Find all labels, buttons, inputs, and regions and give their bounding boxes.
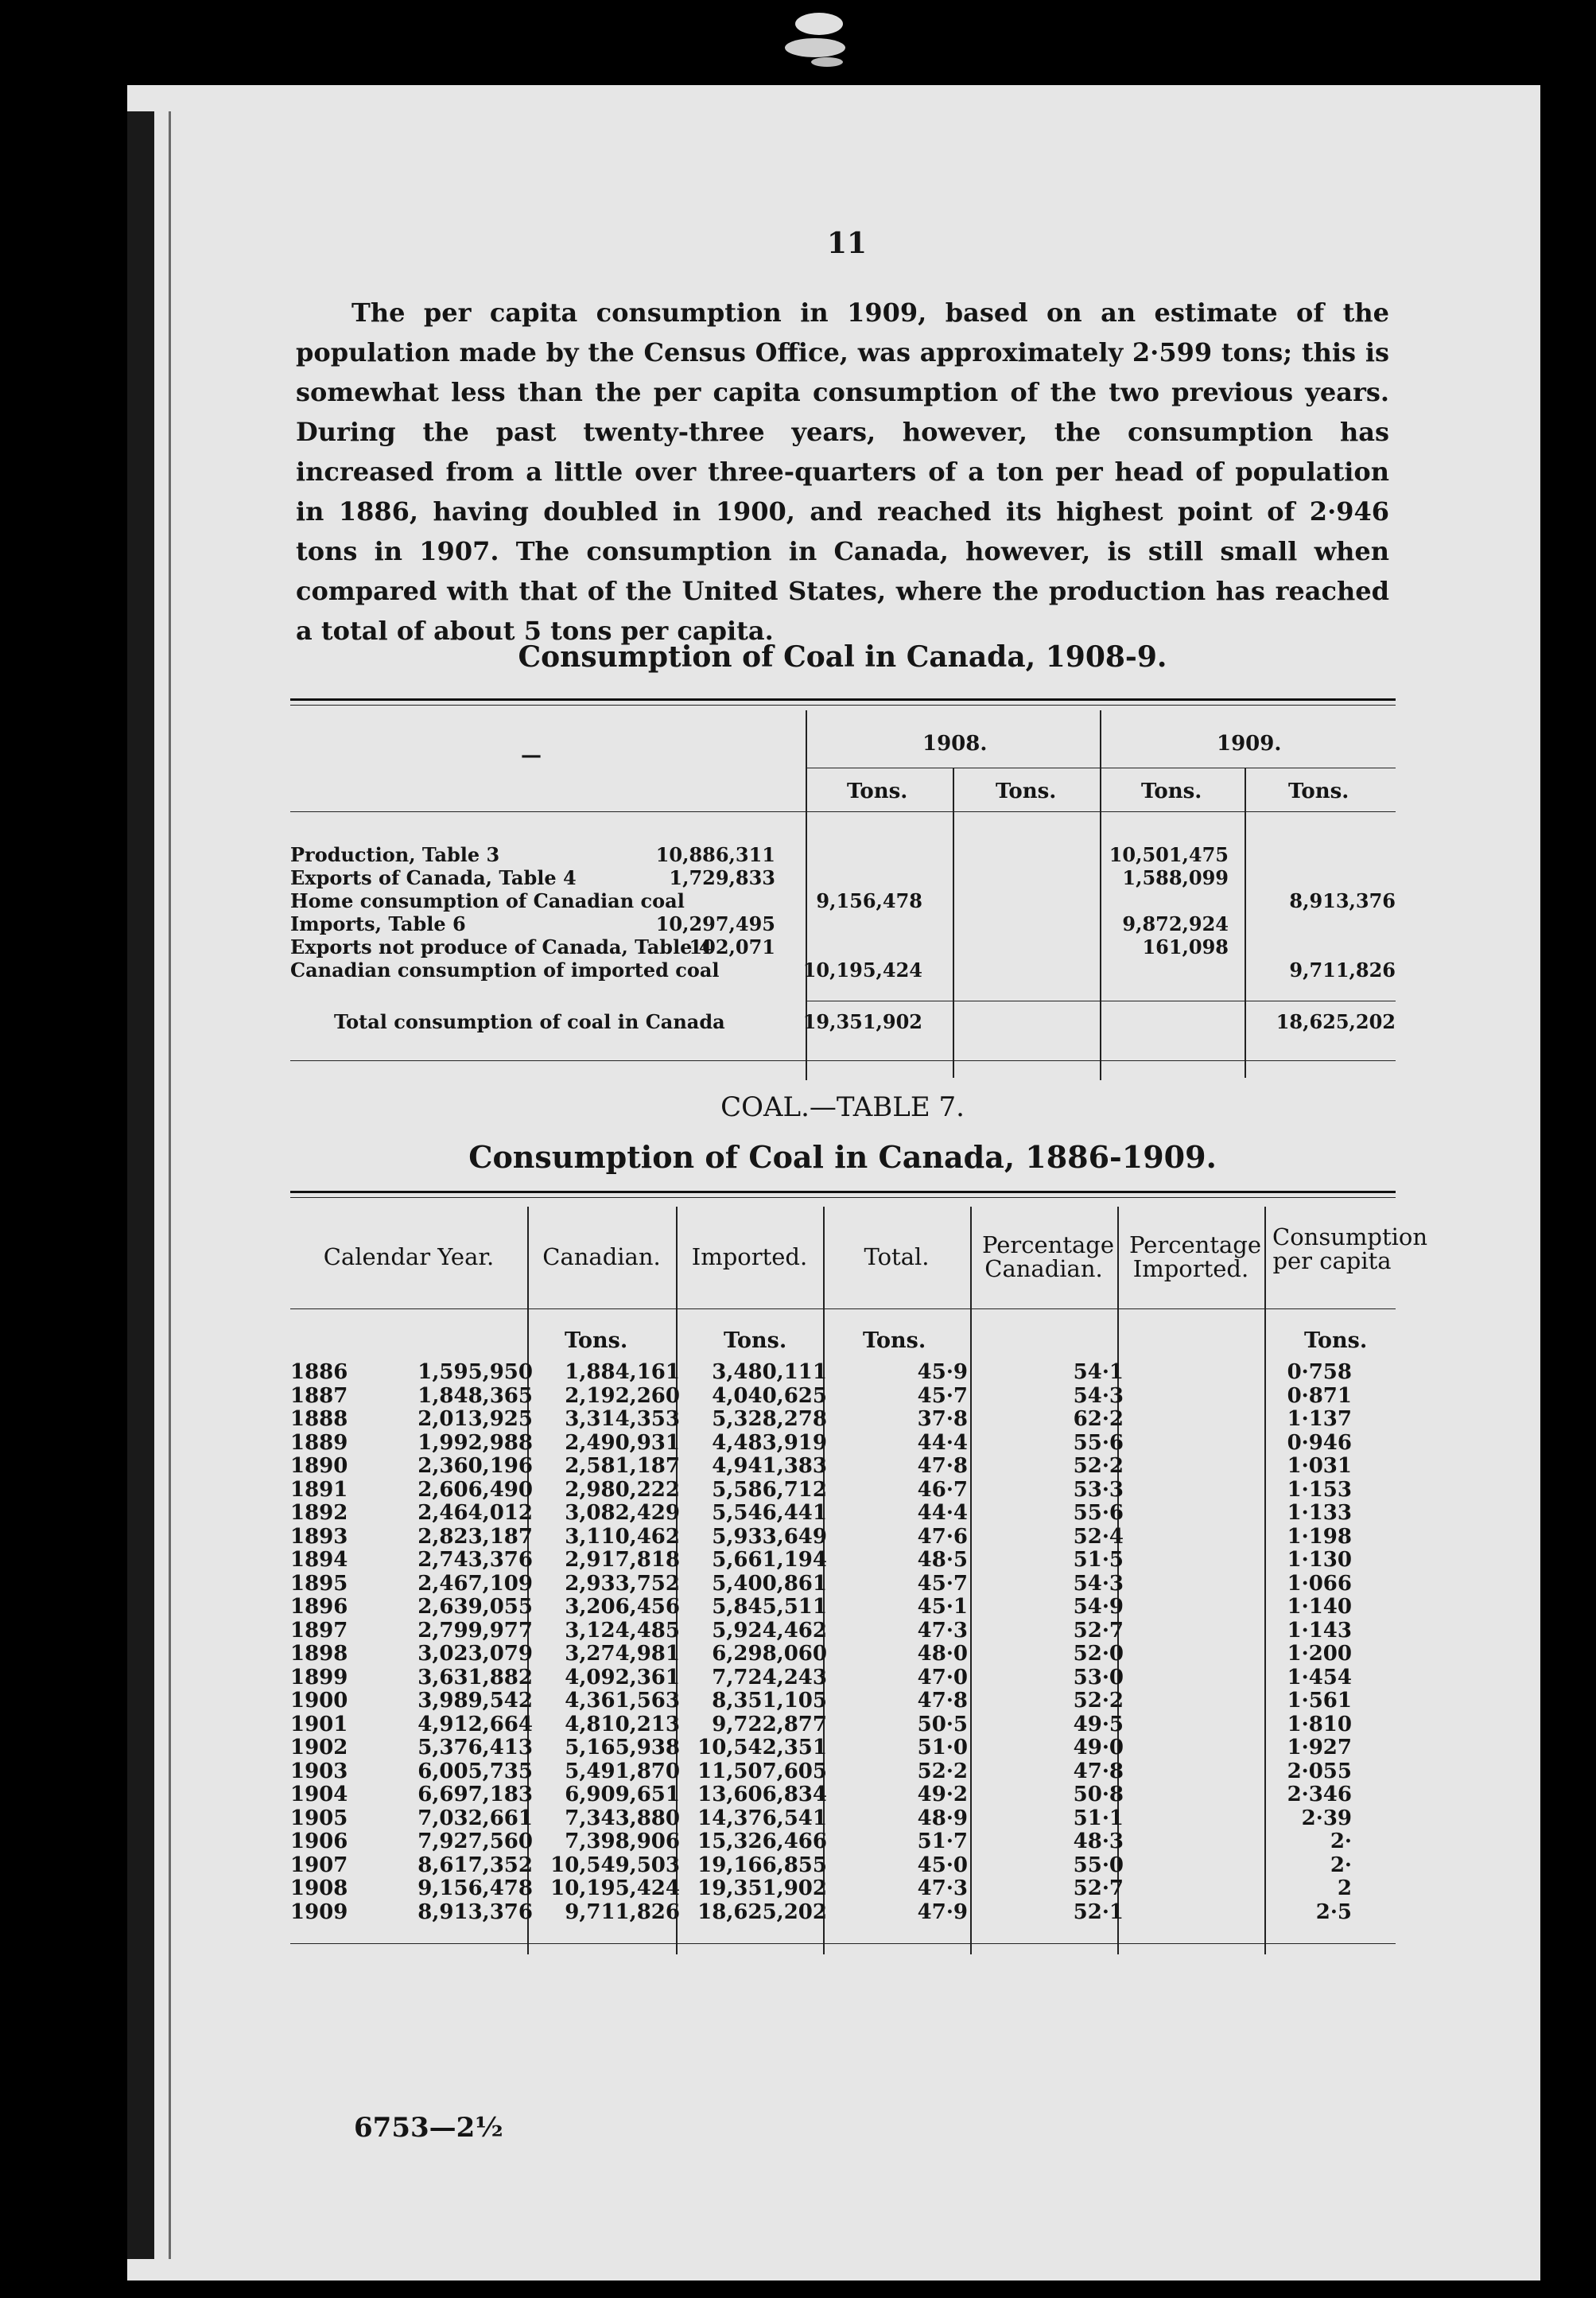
table7-per-capita: 1·137 (1287, 1407, 1352, 1431)
table1-row (290, 889, 1396, 912)
table7-imported: 10,549,503 (550, 1853, 680, 1877)
table7-canadian: 7,032,661 (417, 1806, 533, 1830)
table7-imported: 2,490,931 (565, 1430, 680, 1455)
table7-pct-canadian: 37·8 (917, 1407, 968, 1431)
table1-total-row (290, 1010, 1396, 1033)
table7-row (290, 1619, 1396, 1642)
table1-row-label: Exports not produce of Canada, Table 4 (290, 935, 713, 958)
table7-canadian: 2,799,977 (417, 1618, 533, 1643)
table1-row (290, 843, 1396, 866)
table7-total: 8,351,105 (712, 1689, 827, 1713)
table7-pct-imported: 49·5 (1073, 1712, 1124, 1736)
table7-pct-imported: 51·1 (1073, 1806, 1124, 1830)
table7-imported: 4,810,213 (565, 1712, 680, 1736)
table1-row (290, 958, 1396, 982)
table7-per-capita: 2· (1330, 1829, 1352, 1853)
table7-pct-canadian: 47·9 (917, 1899, 968, 1924)
table1-1909-tons-b: 9,711,826 (1289, 958, 1396, 982)
table7-per-capita: 2·5 (1315, 1899, 1352, 1924)
table7-pct-imported: 55·6 (1073, 1430, 1124, 1455)
table7-row (290, 1384, 1396, 1407)
table7-per-capita: 2 (1337, 1876, 1352, 1900)
table7-imported: 10,195,424 (550, 1876, 680, 1900)
scan-margin (1540, 64, 1596, 2291)
table1-unit-b1: Tons. (1141, 780, 1202, 803)
table7-per-capita: 1·810 (1287, 1712, 1352, 1736)
table1-1908-tons-a: 10,297,495 (655, 912, 775, 935)
table7-imported: 3,314,353 (565, 1407, 680, 1431)
table7-row (290, 1407, 1396, 1430)
table7-total: 5,586,712 (712, 1477, 827, 1502)
table7-canadian: 2,606,490 (417, 1477, 533, 1502)
table7-pct-imported: 50·8 (1073, 1783, 1124, 1806)
table1-row-label: Imports, Table 6 (290, 912, 466, 935)
intro-text: The per capita consumption in 1909, based on an estimate of the population made by the Census Office, was approximately 2·599 tons; this is somewhat less than the per capita consumption of the two previous years. During the past twenty-three years, however, the consumption has increased from a little over three-quarters of a ton per head of population in 1886, having doubled in 1900, and reached its highest point of 2·946 tons in 1907. The consumption in Canada, however, is still small when compared with that of the United States, where the production has reached a total of about 5 tons per capita. (296, 297, 1389, 646)
table7-imported: 3,110,462 (565, 1524, 680, 1549)
table7-row (290, 1759, 1396, 1783)
table1-stub-head: — (521, 744, 542, 768)
table7-row (290, 1829, 1396, 1853)
table7-unit-imported: Tons. (724, 1328, 787, 1353)
table1-row-label: Exports of Canada, Table 4 (290, 866, 577, 889)
table7-total: 4,941,383 (712, 1454, 827, 1478)
table7-year: 1905 (290, 1806, 348, 1830)
table7-pct-canadian: 51·0 (917, 1736, 968, 1759)
table7-per-capita: 0·871 (1287, 1383, 1352, 1408)
table1-1908-tons-a: 1,729,833 (669, 866, 775, 889)
table7-pct-imported: 52·1 (1073, 1899, 1124, 1924)
table7-pct-imported: 48·3 (1073, 1829, 1124, 1853)
table7-total: 9,722,877 (712, 1712, 827, 1736)
table7-year: 1888 (290, 1407, 348, 1431)
table7-pct-imported: 52·2 (1073, 1454, 1124, 1478)
table7-pct-canadian: 45·1 (917, 1595, 968, 1619)
table7-pct-canadian: 52·2 (917, 1759, 968, 1783)
table7-year: 1902 (290, 1736, 348, 1759)
table7-pct-canadian: 45·7 (917, 1383, 968, 1408)
table7-title: Consumption of Coal in Canada, 1886-1909. (468, 1139, 1217, 1175)
table1-1908-tons-b: 9,156,478 (816, 889, 922, 912)
table7-pct-imported: 52·4 (1073, 1524, 1124, 1549)
table1-total-1908: 19,351,902 (802, 1010, 922, 1033)
table7-total: 4,483,919 (712, 1430, 827, 1455)
table7-year: 1896 (290, 1595, 348, 1619)
table7-total: 3,480,111 (712, 1360, 827, 1384)
table7-canadian: 1,848,365 (417, 1383, 533, 1408)
table7-canadian: 4,912,664 (417, 1712, 533, 1736)
table7-year: 1893 (290, 1524, 348, 1549)
table7-per-capita: 1·133 (1287, 1501, 1352, 1525)
table7-total: 6,298,060 (712, 1642, 827, 1666)
table7-header-total: Total. (864, 1243, 930, 1270)
table7-imported: 2,192,260 (565, 1383, 680, 1408)
table1-row-label: Canadian consumption of imported coal (290, 958, 720, 982)
table1-1908-tons-b: 10,195,424 (802, 958, 922, 982)
table7-per-capita: 1·140 (1287, 1595, 1352, 1619)
table7 (290, 1197, 1428, 1953)
table7-total: 15,326,466 (697, 1829, 827, 1853)
table7-imported: 5,165,938 (565, 1736, 680, 1759)
table7-total: 5,924,462 (712, 1618, 827, 1643)
table7-caption: COAL.—TABLE 7. (720, 1091, 965, 1123)
table1-1909-tons-a: 9,872,924 (1122, 912, 1229, 935)
table7-canadian: 3,023,079 (417, 1642, 533, 1666)
table1-row-label: Production, Table 3 (290, 843, 500, 866)
table1-year-1908: 1908. (922, 732, 988, 756)
table7-canadian: 5,376,413 (417, 1736, 533, 1759)
table7-row (290, 1431, 1396, 1454)
table7-year: 1892 (290, 1501, 348, 1525)
table7-canadian: 7,927,560 (417, 1829, 533, 1853)
table7-canadian: 2,013,925 (417, 1407, 533, 1431)
table1-1909-tons-b: 8,913,376 (1289, 889, 1396, 912)
table1-head-rule (290, 811, 1396, 812)
table7-canadian: 3,989,542 (417, 1689, 533, 1713)
table7-pct-imported: 52·7 (1073, 1618, 1124, 1643)
table7-row (290, 1806, 1396, 1829)
table7-head-rule (290, 1308, 1396, 1309)
table7-total: 14,376,541 (697, 1806, 827, 1830)
table7-total: 5,661,194 (712, 1548, 827, 1572)
table7-pct-canadian: 48·5 (917, 1548, 968, 1572)
table1-1909-tons-a: 1,588,099 (1122, 866, 1229, 889)
table7-imported: 5,491,870 (565, 1759, 680, 1783)
table7-total: 5,400,861 (712, 1571, 827, 1596)
table7-pct-canadian: 45·0 (917, 1853, 968, 1877)
table7-pct-imported: 51·5 (1073, 1548, 1124, 1572)
table7-pct-canadian: 47·0 (917, 1665, 968, 1689)
table7-per-capita: 0·946 (1287, 1430, 1352, 1455)
table7-canadian: 2,464,012 (417, 1501, 533, 1525)
table7-total: 5,328,278 (712, 1407, 827, 1431)
table7-year: 1898 (290, 1642, 348, 1666)
table7-pct-canadian: 47·3 (917, 1876, 968, 1900)
table7-per-capita: 1·153 (1287, 1477, 1352, 1502)
table7-year: 1899 (290, 1665, 348, 1689)
table7-imported: 7,343,880 (565, 1806, 680, 1830)
table7-pct-imported: 54·1 (1073, 1360, 1124, 1384)
table1-unit-b2: Tons. (1288, 780, 1349, 803)
table1-row (290, 935, 1396, 958)
table1-1909-tons-a: 161,098 (1142, 935, 1229, 958)
table1-title: Consumption of Coal in Canada, 1908-9. (518, 640, 1167, 674)
table7-year: 1907 (290, 1853, 348, 1877)
table7-year: 1900 (290, 1689, 348, 1713)
table7-imported: 3,274,981 (565, 1642, 680, 1666)
table7-canadian: 3,631,882 (417, 1665, 533, 1689)
table7-row (290, 1525, 1396, 1548)
table7-pct-canadian: 47·8 (917, 1689, 968, 1713)
table7-per-capita: 1·200 (1287, 1642, 1352, 1666)
table7-pct-imported: 55·6 (1073, 1501, 1124, 1525)
table7-header-year: Calendar Year. (323, 1243, 495, 1270)
table7-row (290, 1666, 1396, 1689)
table7-header-pct-canadian: Percentage Canadian. (982, 1231, 1114, 1282)
table7-canadian: 6,697,183 (417, 1783, 533, 1806)
page-number: 11 (827, 227, 868, 260)
table7-total: 5,933,649 (712, 1524, 827, 1549)
table7-pct-imported: 52·2 (1073, 1689, 1124, 1713)
table1-1909-tons-a: 10,501,475 (1109, 843, 1229, 866)
table7-pct-imported: 47·8 (1073, 1759, 1124, 1783)
table7-pct-canadian: 44·4 (917, 1501, 968, 1525)
table7-per-capita: 1·454 (1287, 1665, 1352, 1689)
table7-pct-canadian: 44·4 (917, 1430, 968, 1455)
table1-unit-a1: Tons. (847, 780, 908, 803)
table7-unit-canadian: Tons. (565, 1328, 628, 1353)
intro-paragraph (296, 293, 1389, 651)
table7-year: 1903 (290, 1759, 348, 1783)
table7-pct-canadian: 47·6 (917, 1524, 968, 1549)
table7-total: 18,625,202 (697, 1899, 827, 1924)
table7-year: 1908 (290, 1876, 348, 1900)
table7-pct-canadian: 48·9 (917, 1806, 968, 1830)
table1-row (290, 866, 1396, 889)
ink-blot (783, 0, 855, 76)
table7-imported: 4,361,563 (565, 1689, 680, 1713)
table7-imported: 3,082,429 (565, 1501, 680, 1525)
table7-pct-imported: 62·2 (1073, 1407, 1124, 1431)
table7-canadian: 2,639,055 (417, 1595, 533, 1619)
table7-year: 1887 (290, 1383, 348, 1408)
table7-pct-imported: 52·0 (1073, 1642, 1124, 1666)
table7-pct-canadian: 49·2 (917, 1783, 968, 1806)
table7-total: 10,542,351 (697, 1736, 827, 1759)
footer-signature: 6753—2½ (354, 2112, 503, 2144)
table1-top-rule (290, 698, 1396, 701)
table7-total: 7,724,243 (712, 1665, 827, 1689)
table7-pct-canadian: 50·5 (917, 1712, 968, 1736)
table7-imported: 2,581,187 (565, 1454, 680, 1478)
table7-imported: 1,884,161 (565, 1360, 680, 1384)
table7-unit-total: Tons. (863, 1328, 926, 1353)
table7-canadian: 1,595,950 (417, 1360, 533, 1384)
table7-imported: 7,398,906 (565, 1829, 680, 1853)
table7-per-capita: 1·066 (1287, 1571, 1352, 1596)
table7-row (290, 1853, 1396, 1876)
table7-row (290, 1572, 1396, 1595)
table7-canadian: 1,992,988 (417, 1430, 533, 1455)
table7-canadian: 2,360,196 (417, 1454, 533, 1478)
table7-year: 1909 (290, 1899, 348, 1924)
table7-year: 1906 (290, 1829, 348, 1853)
table1-year-1909: 1909. (1217, 732, 1282, 756)
table7-per-capita: 2·346 (1287, 1783, 1352, 1806)
table7-pct-canadian: 47·3 (917, 1618, 968, 1643)
table7-imported: 2,980,222 (565, 1477, 680, 1502)
table7-row (290, 1900, 1396, 1923)
book-spine-shadow (127, 111, 154, 2259)
table7-total: 13,606,834 (697, 1783, 827, 1806)
table7-total: 19,166,855 (697, 1853, 827, 1877)
table7-total: 19,351,902 (697, 1876, 827, 1900)
table7-pct-imported: 55·0 (1073, 1853, 1124, 1877)
table7-canadian: 2,743,376 (417, 1548, 533, 1572)
table7-year: 1904 (290, 1783, 348, 1806)
table7-year: 1889 (290, 1430, 348, 1455)
table7-imported: 6,909,651 (565, 1783, 680, 1806)
table7-imported: 2,917,818 (565, 1548, 680, 1572)
table7-pct-imported: 49·0 (1073, 1736, 1124, 1759)
table7-header-per-capita: Consumption per capita (1272, 1223, 1428, 1274)
table7-header-canadian: Canadian. (542, 1243, 661, 1270)
table7-canadian: 2,467,109 (417, 1571, 533, 1596)
table7-row (290, 1548, 1396, 1571)
table7-per-capita: 1·198 (1287, 1524, 1352, 1549)
table7-canadian: 2,823,187 (417, 1524, 533, 1549)
table7-row (290, 1689, 1396, 1712)
table7-per-capita: 0·758 (1287, 1360, 1352, 1384)
table7-total: 11,507,605 (697, 1759, 827, 1783)
table7-canadian: 9,156,478 (417, 1876, 533, 1900)
table1-bottom-rule (290, 1060, 1396, 1061)
table7-row (290, 1595, 1396, 1618)
table7-pct-imported: 53·3 (1073, 1477, 1124, 1502)
table7-pct-canadian: 46·7 (917, 1477, 968, 1502)
table7-per-capita: 2·055 (1287, 1759, 1352, 1783)
table1-total-label: Total consumption of coal in Canada (334, 1010, 725, 1033)
table7-imported: 9,711,826 (565, 1899, 680, 1924)
table7-year: 1891 (290, 1477, 348, 1502)
table7-per-capita: 1·143 (1287, 1618, 1352, 1643)
table7-row (290, 1454, 1396, 1477)
table7-year: 1901 (290, 1712, 348, 1736)
table7-year: 1894 (290, 1548, 348, 1572)
table7-unit-per-capita: Tons. (1304, 1328, 1368, 1353)
table7-row (290, 1713, 1396, 1736)
table7-pct-imported: 52·7 (1073, 1876, 1124, 1900)
table7-pct-imported: 54·3 (1073, 1383, 1124, 1408)
table7-row (290, 1642, 1396, 1665)
table7-pct-imported: 54·9 (1073, 1595, 1124, 1619)
table7-per-capita: 1·031 (1287, 1454, 1352, 1478)
table7-imported: 3,206,456 (565, 1595, 680, 1619)
table1-top-rule-thin (290, 705, 1396, 706)
table1-unit-a2: Tons. (996, 780, 1057, 803)
table7-row (290, 1501, 1396, 1524)
table7-bottom-rule (290, 1943, 1396, 1944)
table1-1908-tons-a: 102,071 (689, 935, 775, 958)
table7-year: 1895 (290, 1571, 348, 1596)
table7-per-capita: 1·130 (1287, 1548, 1352, 1572)
table7-row (290, 1360, 1396, 1383)
table7-canadian: 8,617,352 (417, 1853, 533, 1877)
table1-row-label: Home consumption of Canadian coal (290, 889, 685, 912)
table7-canadian: 6,005,735 (417, 1759, 533, 1783)
table1-1908-tons-a: 10,886,311 (655, 843, 775, 866)
table7-per-capita: 1·927 (1287, 1736, 1352, 1759)
table7-year: 1890 (290, 1454, 348, 1478)
table7-header-pct-imported: Percentage Imported. (1129, 1231, 1261, 1282)
table7-imported: 3,124,485 (565, 1618, 680, 1643)
table7-year: 1897 (290, 1618, 348, 1643)
table7-top-rule (290, 1191, 1396, 1193)
table7-row (290, 1478, 1396, 1501)
table7-row (290, 1876, 1396, 1899)
table7-imported: 2,933,752 (565, 1571, 680, 1596)
table7-total: 4,040,625 (712, 1383, 827, 1408)
table7-pct-imported: 53·0 (1073, 1665, 1124, 1689)
table7-per-capita: 1·561 (1287, 1689, 1352, 1713)
table7-total: 5,845,511 (712, 1595, 827, 1619)
table7-imported: 4,092,361 (565, 1665, 680, 1689)
table7-pct-canadian: 51·7 (917, 1829, 968, 1853)
table7-canadian: 8,913,376 (417, 1899, 533, 1924)
table7-year: 1886 (290, 1360, 348, 1384)
table7-pct-imported: 54·3 (1073, 1571, 1124, 1596)
table7-pct-canadian: 47·8 (917, 1454, 968, 1478)
table7-pct-canadian: 48·0 (917, 1642, 968, 1666)
table7-pct-canadian: 45·9 (917, 1360, 968, 1384)
table7-row (290, 1736, 1396, 1759)
table7-row (290, 1783, 1396, 1806)
table1-row (290, 912, 1396, 935)
table7-pct-canadian: 45·7 (917, 1571, 968, 1596)
table7-per-capita: 2· (1330, 1853, 1352, 1877)
book-spine-line (169, 111, 171, 2259)
table7-total: 5,546,441 (712, 1501, 827, 1525)
table1-total-1909: 18,625,202 (1276, 1010, 1396, 1033)
table7-header-imported: Imported. (691, 1243, 808, 1270)
table7-per-capita: 2·39 (1301, 1806, 1352, 1830)
